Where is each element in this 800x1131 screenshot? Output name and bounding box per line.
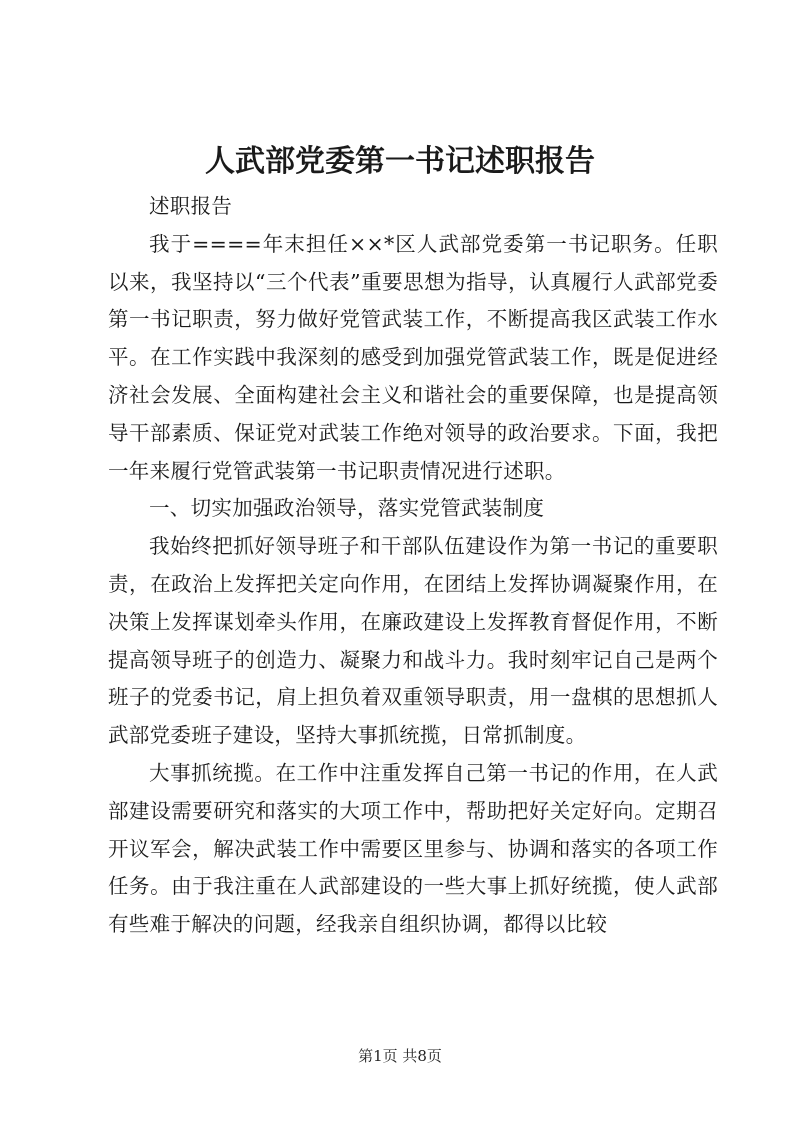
- document-title: 人武部党委第一书记述职报告: [205, 144, 595, 179]
- section-heading-1: 一、切实加强政治领导，落实党管武装制度: [149, 496, 545, 521]
- paragraph-intro: 我于====年末担任××*区人武部党委第一书记职务。任职以来，我坚持以“三个代表”重要思想为指导，认真履行人武部党委第一书记职责，努力做好党管武装工作，不断提高我区武装工作水平。在工作实践中我深刻的感受到加强党管武装工作，既是促进经济社会发展、全面构建社会主义和谐社会的重要保障，也是提高领导干部素质、保证党对武装工作绝对领导的政治要求。下面，我把一年来履行党管武装第一书记职责情况进行述职。: [108, 231, 718, 483]
- paragraph-section-1: 我始终把抓好领导班子和干部队伍建设作为第一书记的重要职责，在政治上发挥把关定向作用，在团结上发挥协调凝聚作用，在决策上发挥谋划牵头作用，在廉政建设上发挥教育督促作用，不断提高领导班子的创造力、凝聚力和战斗力。我时刻牢记自己是两个班子的党委书记，肩上担负着双重领导职责，用一盘棋的思想抓人武部党委班子建设，坚持大事抓统揽，日常抓制度。: [108, 534, 718, 748]
- paragraph-heading-label: 述职报告: [149, 194, 233, 218]
- document-body: [108, 188, 718, 944]
- paragraph-overall-control: 大事抓统揽。在工作中注重发挥自己第一书记的作用，在人武部建设需要研究和落实的大项工作中，帮助把好关定好向。定期召开议军会，解决武装工作中需要区里参与、协调和落实的各项工作任务。由于我注重在人武部建设的一些大事上抓好统揽，使人武部有些难于解决的问题，经我亲自组织协调，都得以比较: [108, 760, 718, 937]
- page-footer: 第1页 共8页: [358, 1047, 442, 1065]
